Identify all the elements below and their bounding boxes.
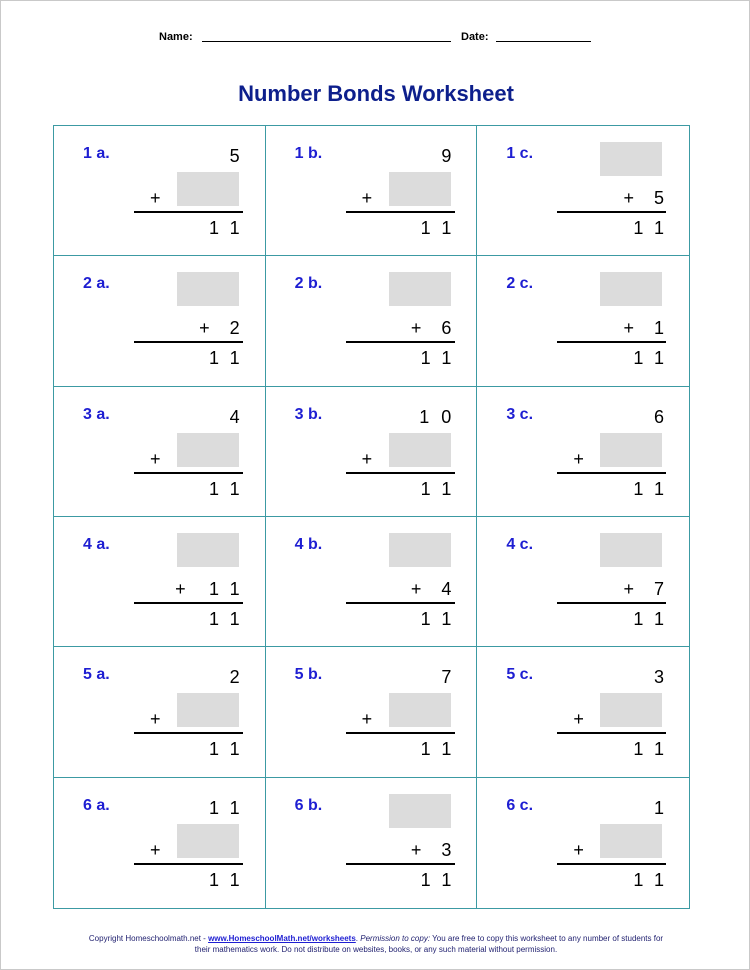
sum-number: 11 [420, 218, 464, 238]
problem-label: 2 c. [506, 275, 534, 293]
plus-sign: + [410, 839, 422, 860]
problem-cell [477, 126, 689, 256]
addend-number: 7 [653, 578, 676, 599]
name-label: Name: [159, 31, 193, 43]
answer-blank[interactable] [600, 272, 662, 306]
problem-cell [54, 517, 266, 647]
answer-blank[interactable] [600, 142, 662, 176]
problem-label: 4 b. [294, 535, 323, 553]
answer-blank[interactable] [177, 693, 239, 727]
plus-sign: + [573, 839, 584, 860]
problem-cell [266, 387, 478, 517]
sum-number: 11 [633, 608, 676, 629]
problem-label: 4 a. [83, 535, 110, 553]
answer-blank[interactable] [389, 172, 451, 206]
problem-cell [54, 647, 266, 777]
sum-line [134, 732, 243, 734]
top-number: 2 [229, 667, 252, 688]
sum-number: 11 [208, 218, 252, 238]
top-number: 9 [441, 146, 464, 166]
top-number: 1 [653, 797, 676, 818]
addend-number: 11 [208, 578, 252, 599]
problem-label: 1 a. [83, 145, 110, 162]
sum-number: 11 [420, 739, 464, 760]
problem-label: 5 b. [294, 666, 323, 684]
sum-line [346, 341, 455, 343]
problem-label: 1 c. [506, 145, 534, 162]
permission-text: You are free to copy this worksheet to any number of students for their mathematics work. Do not distribute on websites, books, or any such material without permission. [194, 934, 664, 954]
problem-cell [477, 387, 689, 517]
answer-blank[interactable] [177, 272, 239, 306]
problem-cell [266, 517, 478, 647]
problem-label: 6 c. [506, 796, 534, 814]
problem-cell [266, 256, 478, 386]
addend-number: 4 [441, 578, 464, 599]
top-number: 4 [229, 406, 252, 427]
plus-sign: + [623, 188, 634, 208]
answer-blank[interactable] [177, 433, 239, 467]
plus-sign: + [150, 839, 161, 860]
problem-label: 3 c. [506, 405, 534, 423]
answer-blank[interactable] [177, 533, 239, 567]
plus-sign: + [623, 318, 634, 339]
problem-cell [266, 647, 478, 777]
problem-label: 1 b. [294, 145, 323, 162]
answer-blank[interactable] [600, 824, 662, 858]
top-number: 5 [229, 146, 252, 166]
date-blank-line [496, 41, 591, 42]
worksheet-title: Number Bonds Worksheet [238, 81, 514, 106]
sum-number: 11 [420, 869, 464, 890]
problem-label: 2 a. [83, 275, 110, 293]
addend-number: 6 [441, 318, 464, 339]
footer-copyright: Copyright Homeschoolmath.net - www.HomeschoolMath.net/worksheets. Permission to copy: You are free to copy this worksheet to any number of students for their mathematics work. Do not distribute on websites, books, or any such material without permission. [88, 934, 664, 954]
sum-number: 11 [633, 869, 676, 890]
answer-blank[interactable] [389, 272, 451, 306]
problem-cell [477, 778, 689, 908]
problem-cell [54, 126, 266, 256]
answer-blank[interactable] [600, 533, 662, 567]
sum-number: 11 [633, 348, 676, 369]
addend-number: 2 [229, 318, 252, 339]
answer-blank[interactable] [389, 533, 451, 567]
sum-line [557, 211, 666, 213]
problem-label: 2 b. [294, 275, 323, 293]
problem-grid [53, 125, 690, 909]
sum-line [134, 602, 243, 604]
plus-sign: + [361, 709, 373, 730]
addend-number: 1 [653, 318, 676, 339]
addend-number: 5 [653, 188, 676, 208]
sum-line [346, 732, 455, 734]
sum-line [346, 602, 455, 604]
plus-sign: + [150, 448, 161, 469]
problem-cell [54, 778, 266, 908]
sum-line [557, 472, 666, 474]
answer-blank[interactable] [177, 172, 239, 206]
sum-line [557, 732, 666, 734]
sum-number: 11 [633, 478, 676, 499]
problem-cell [54, 387, 266, 517]
top-number: 11 [208, 797, 252, 818]
top-number: 7 [441, 667, 464, 688]
sum-number: 11 [208, 608, 252, 629]
plus-sign: + [361, 188, 373, 208]
copyright-text: Copyright Homeschoolmath.net - [88, 934, 209, 943]
sum-number: 11 [420, 608, 464, 629]
plus-sign: + [573, 448, 584, 469]
sum-number: 11 [208, 739, 252, 760]
answer-blank[interactable] [600, 433, 662, 467]
sum-number: 11 [208, 478, 252, 499]
permission-label: Permission to copy: [360, 934, 431, 943]
problem-cell [477, 647, 689, 777]
plus-sign: + [573, 709, 584, 730]
problem-cell [266, 778, 478, 908]
sum-number: 11 [633, 218, 676, 238]
problem-label: 6 a. [83, 796, 110, 814]
answer-blank[interactable] [600, 693, 662, 727]
problem-label: 3 a. [83, 405, 110, 423]
plus-sign: + [410, 578, 422, 599]
plus-sign: + [175, 578, 186, 599]
problem-cell [477, 256, 689, 386]
answer-blank[interactable] [177, 824, 239, 858]
addend-number: 3 [441, 839, 464, 860]
problem-label: 4 c. [506, 535, 534, 553]
name-blank-line [202, 41, 451, 42]
answer-blank[interactable] [389, 693, 451, 727]
plus-sign: + [410, 318, 422, 339]
answer-blank[interactable] [389, 794, 451, 828]
problem-cell [266, 126, 478, 256]
sum-line [134, 211, 243, 213]
worksheets-link[interactable]: www.HomeschoolMath.net/worksheets [208, 934, 356, 943]
top-number: 3 [653, 667, 676, 688]
sum-line [346, 863, 455, 865]
problem-cell [54, 256, 266, 386]
plus-sign: + [150, 188, 161, 208]
sum-line [134, 863, 243, 865]
plus-sign: + [199, 318, 210, 339]
sum-line [557, 863, 666, 865]
sum-line [134, 341, 243, 343]
plus-sign: + [623, 578, 634, 599]
date-label: Date: [461, 31, 489, 43]
sum-number: 11 [420, 478, 464, 499]
problem-label: 3 b. [294, 405, 323, 423]
sum-number: 11 [208, 869, 252, 890]
sum-number: 11 [633, 739, 676, 760]
answer-blank[interactable] [389, 433, 451, 467]
top-number: 6 [653, 406, 676, 427]
plus-sign: + [150, 709, 161, 730]
sum-number: 11 [420, 348, 464, 369]
sum-line [134, 472, 243, 474]
plus-sign: + [361, 448, 373, 469]
sum-line [346, 472, 455, 474]
top-number: 10 [419, 406, 464, 427]
problem-label: 5 c. [506, 666, 534, 684]
sum-line [557, 602, 666, 604]
sum-number: 11 [208, 348, 252, 369]
sum-line [557, 341, 666, 343]
problem-label: 6 b. [294, 796, 323, 814]
problem-label: 5 a. [83, 666, 110, 684]
sum-line [346, 211, 455, 213]
problem-cell [477, 517, 689, 647]
